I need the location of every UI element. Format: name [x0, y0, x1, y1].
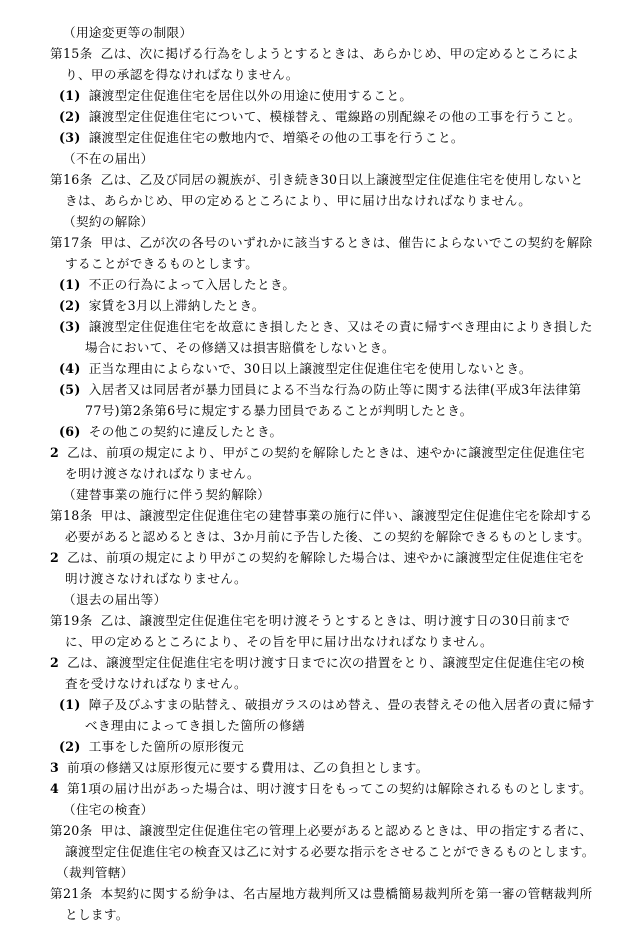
article-body: 第18条 甲は、譲渡型定住促進住宅の建替事業の施行に伴い、譲渡型定住促進住宅を除却する必要があると認めるときは、3か月前に予告した後、この契約を解除できるものとします。 — [50, 508, 593, 544]
list-item: (3) 譲渡型定住促進住宅の敷地内で、増築その他の工事を行うこと。 — [59, 130, 464, 145]
article-label: 第17条 — [50, 235, 93, 250]
article-20 — [50, 799, 595, 862]
list-item: (2) 家賃を3月以上滞納したとき。 — [59, 298, 265, 313]
list-item: (4) 正当な理由によらないで、30日以上譲渡型定住促進住宅を使用しないとき。 — [59, 361, 532, 376]
contract-document — [50, 22, 595, 925]
article-heading: （用途変更等の制限） — [63, 25, 193, 40]
article-label: 第20条 — [50, 823, 93, 838]
article-19 — [50, 589, 595, 799]
article-label: 第15条 — [50, 46, 93, 61]
list-item: (2) 工事をした箇所の原形復元 — [59, 739, 245, 754]
sub-paragraph: 2 乙は、譲渡型定住促進住宅を明け渡す日までに次の措置をとり、譲渡型定住促進住宅の検査を受けなければなりません。 — [50, 655, 585, 691]
article-16 — [50, 148, 595, 211]
article-18 — [50, 484, 595, 589]
article-body: 第15条 乙は、次に掲げる行為をしようとするときは、あらかじめ、甲の定めるところにより、甲の承認を得なければなりません。 — [50, 46, 580, 82]
list-item: (6) その他この契約に違反したとき。 — [59, 424, 283, 439]
article-body: 第17条 甲は、乙が次の各号のいずれかに該当するときは、催告によらないでこの契約を解除することができるものとします。 — [50, 235, 593, 271]
article-label: 第18条 — [50, 508, 93, 523]
article-15 — [50, 22, 595, 148]
article-17 — [50, 211, 595, 484]
article-label: 第21条 — [50, 886, 93, 901]
list-item: (1) 譲渡型定住促進住宅を居住以外の用途に使用すること。 — [59, 88, 413, 103]
list-item: (1) 障子及びふすまの貼替え、破損ガラスのはめ替え、畳の表替えその他入居者の責に帰すべき理由によってき損した箇所の修繕 — [59, 697, 595, 733]
article-label: 第16条 — [50, 172, 93, 187]
list-item: (5) 入居者又は同居者が暴力団員による不当な行為の防止等に関する法律(平成3年法律第77号)第2条第6号に規定する暴力団員であることが判明したとき。 — [59, 382, 582, 418]
article-body: 第21条 本契約に関する紛争は、名古屋地方裁判所又は豊橋簡易裁判所を第一審の管轄裁判所とします。 — [50, 886, 593, 922]
sub-paragraph: 2 乙は、前項の規定により甲がこの契約を解除した場合は、速やかに譲渡型定住促進住宅を明け渡さなければなりません。 — [50, 550, 585, 586]
article-heading: （建替事業の施行に伴う契約解除） — [63, 487, 271, 502]
article-heading: （不在の届出） — [63, 151, 154, 166]
article-21 — [50, 862, 595, 925]
list-item: (2) 譲渡型定住促進住宅について、模様替え、電線路の別配線その他の工事を行うこと。 — [59, 109, 581, 124]
article-label: 第19条 — [50, 613, 93, 628]
list-item: (1) 不正の行為によって入居したとき。 — [59, 277, 296, 292]
article-body: 第19条 乙は、譲渡型定住促進住宅を明け渡そうとするときは、明け渡す日の30日前までに、甲の定めるところにより、その旨を甲に届け出なければなりません。 — [50, 613, 571, 649]
list-item: (3) 譲渡型定住促進住宅を故意にき損したとき、又はその責に帰すべき理由によりき損した場合において、その修繕又は損害賠償をしないとき。 — [59, 319, 593, 355]
article-heading: （裁判管轄） — [56, 865, 134, 880]
sub-paragraph: 4 第1項の届け出があった場合は、明け渡す日をもってこの契約は解除されるものとします。 — [50, 781, 593, 796]
article-body: 第20条 甲は、譲渡型定住促進住宅の管理上必要があると認めるときは、甲の指定する者に、譲渡型定住促進住宅の検査又は乙に対する必要な指示をさせることができるものとします。 — [50, 823, 595, 859]
article-heading: （契約の解除） — [63, 214, 154, 229]
article-heading: （退去の届出等） — [63, 592, 167, 607]
article-body: 第16条 乙は、乙及び同居の親族が、引き続き30日以上譲渡型定住促進住宅を使用しないときは、あらかじめ、甲の定めるところにより、甲に届け出なければなりません。 — [50, 172, 584, 208]
sub-paragraph: 2 乙は、前項の規定により、甲がこの契約を解除したときは、速やかに譲渡型定住促進住宅を明け渡さなければなりません。 — [50, 445, 585, 481]
article-heading: （住宅の検査） — [63, 802, 154, 817]
sub-paragraph: 3 前項の修繕又は原形復元に要する費用は、乙の負担とします。 — [50, 760, 429, 775]
